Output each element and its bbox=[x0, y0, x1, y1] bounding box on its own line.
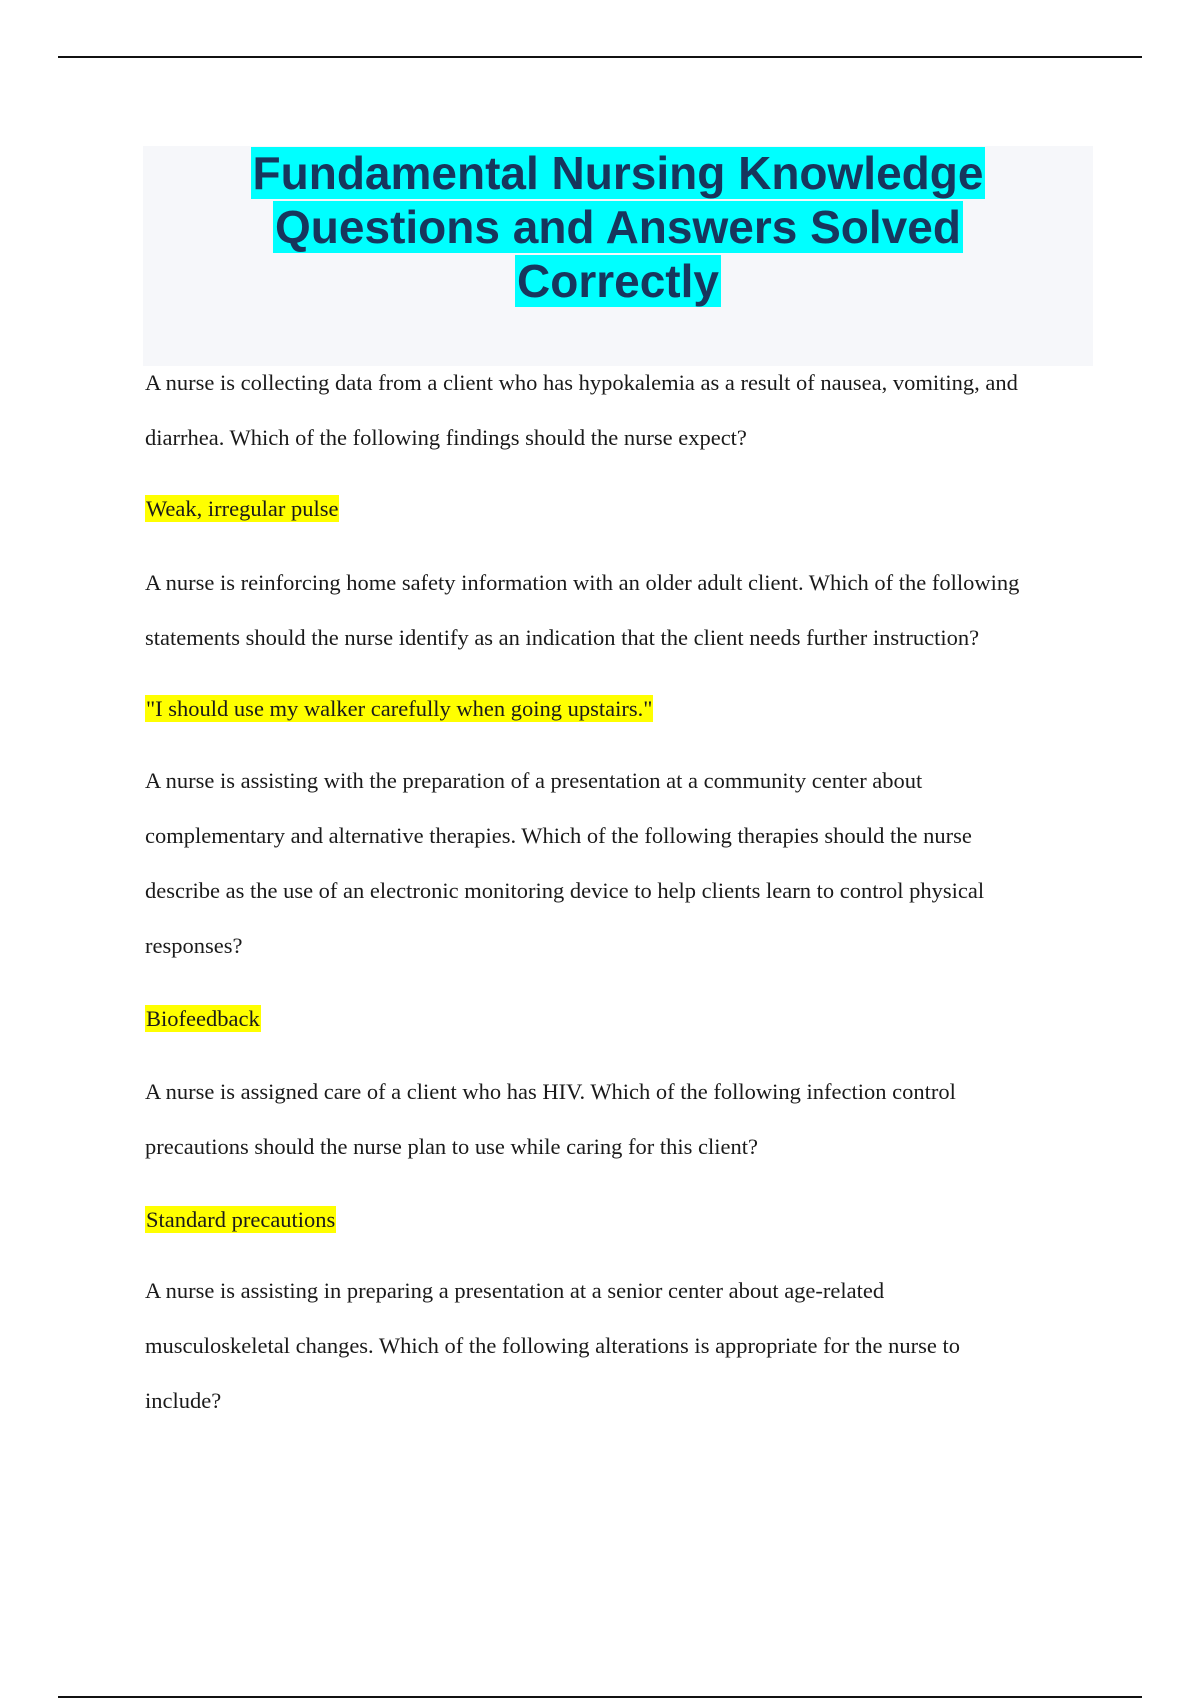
question-4: A nurse is assigned care of a client who has HIV. Which of the following infection control precautions should the nurse plan to use while caring for this client? bbox=[145, 1079, 956, 1159]
title-line-1: Fundamental Nursing Knowledge bbox=[252, 147, 984, 199]
title-block bbox=[143, 146, 1093, 366]
answer-2: "I should use my walker carefully when going upstairs." bbox=[146, 696, 653, 721]
question-2: A nurse is reinforcing home safety information with an older adult client. Which of the following statements should the nurse identify as an indication that the client needs further instruction? bbox=[145, 570, 1020, 650]
question-1: A nurse is collecting data from a client who has hypokalemia as a result of nausea, vomiting, and diarrhea. Which of the following findings should the nurse expect? bbox=[145, 370, 1018, 450]
title-line-2: Questions and Answers Solved bbox=[275, 201, 961, 253]
answer-4: Standard precautions bbox=[146, 1207, 336, 1232]
top-rule bbox=[58, 56, 1142, 58]
answer-3: Biofeedback bbox=[146, 1006, 260, 1031]
answer-1: Weak, irregular pulse bbox=[146, 496, 339, 521]
title-line-3: Correctly bbox=[517, 255, 719, 307]
question-5: A nurse is assisting in preparing a presentation at a senior center about age-related musculoskeletal changes. Which of the following alterations is appropriate for the nurse to include? bbox=[145, 1278, 960, 1413]
question-3: A nurse is assisting with the preparation of a presentation at a community center about complementary and alternative therapies. Which of the following therapies should the nurse describe as the use of an electronic monitoring device to help clients learn to control physical responses? bbox=[145, 768, 985, 958]
bottom-rule bbox=[58, 1696, 1142, 1698]
